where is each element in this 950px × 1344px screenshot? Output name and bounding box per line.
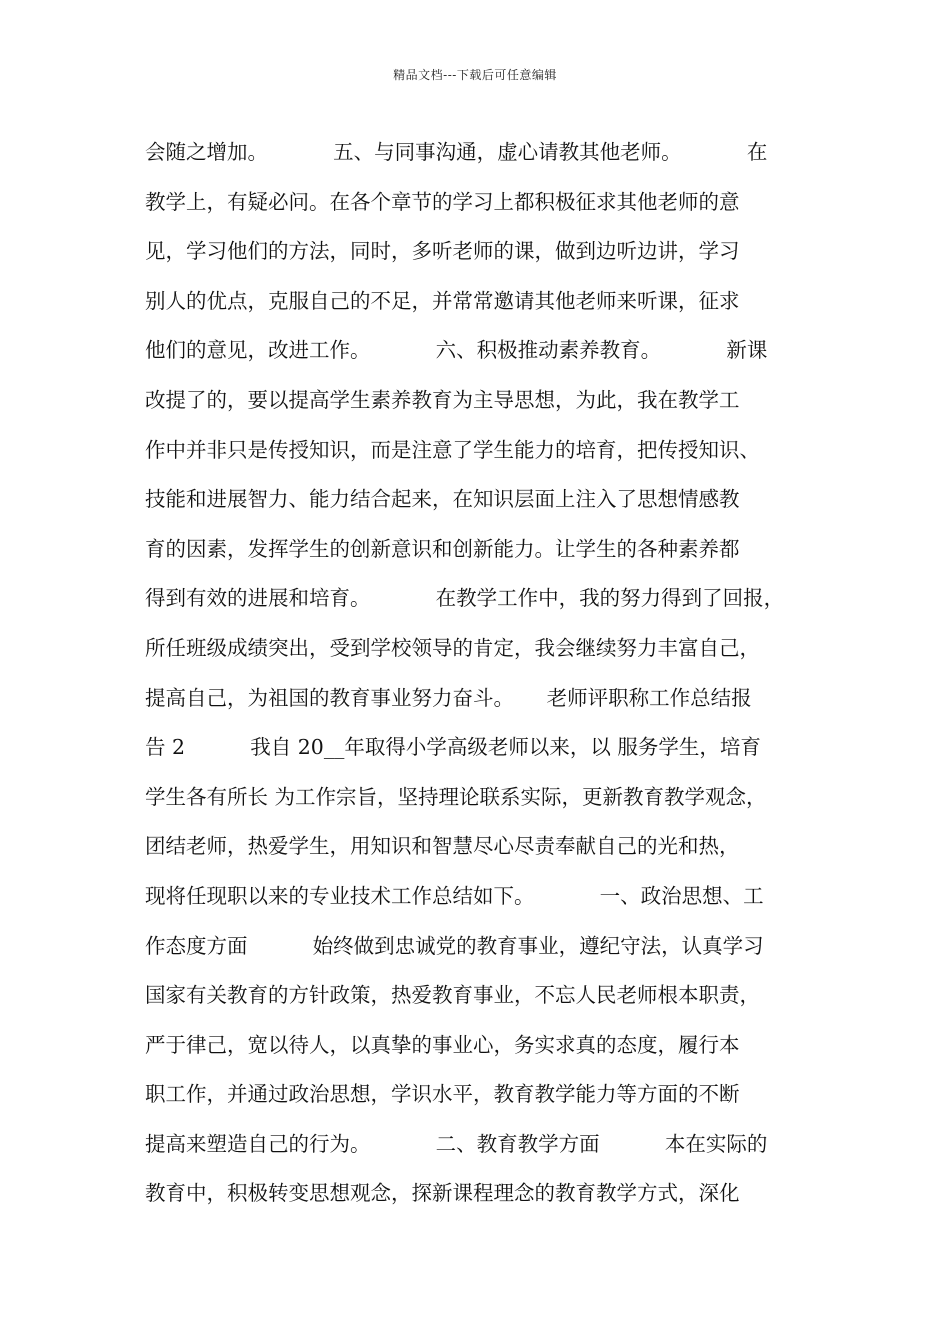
text-line: 技能和进展智力、能力结合起来，在知识层面上注入了思想情感教 — [145, 487, 740, 512]
text-line: 会随之增加。 五、与同事沟通，虚心请教其他老师。 在 — [145, 140, 768, 164]
text-line: 他们的意见，改进工作。 六、积极推动素养教育。 新课 — [145, 338, 768, 363]
page-header: 精品文档---下载后可任意编辑 — [393, 68, 557, 82]
text-line: 所任班级成绩突出，受到学校领导的肯定，我会继续努力丰富自己， — [145, 635, 760, 660]
text-line: 改提了的，要以提高学生素养教育为主导思想，为此，我在教学工 — [145, 387, 740, 412]
text-line: 育的因素，发挥学生的创新意识和创新能力。让学生的各种素养都 — [145, 536, 740, 561]
text-line: 提高自己，为祖国的教育事业努力奋斗。 老师评职称工作总结报 — [145, 685, 752, 710]
text-line: 得到有效的进展和培育。 在教学工作中，我的努力得到了回报， — [145, 586, 785, 611]
text-line: 职工作，并通过政治思想，学识水平，教育教学能力等方面的不断 — [145, 1082, 740, 1107]
text-line: 教学上，有疑必问。在各个章节的学习上都积极征求其他老师的意 — [145, 189, 740, 214]
text-line: 教育中，积极转变思想观念，探新课程理念的教育教学方式，深化 — [145, 1181, 740, 1206]
text-line: 别人的优点，克服自己的不足，并常常邀请其他老师来听课，征求 — [145, 288, 740, 313]
text-line: 告 2 我自 20__年取得小学高级老师以来，以 服务学生，培育 — [145, 735, 761, 760]
text-line: 现将任现职以来的专业技术工作总结如下。 一、政治思想、工 — [145, 883, 764, 908]
text-line: 国家有关教育的方针政策，热爱教育事业，不忘人民老师根本职责， — [145, 983, 760, 1008]
text-line: 见，学习他们的方法，同时，多听老师的课，做到边听边讲，学习 — [145, 239, 740, 264]
text-line: 团结老师，热爱学生，用知识和智慧尽心尽责奉献自己的光和热， — [145, 834, 740, 859]
text-line: 严于律己，宽以待人，以真挚的事业心，务实求真的态度，履行本 — [145, 1032, 740, 1057]
text-line: 作中并非只是传授知识，而是注意了学生能力的培育，把传授知识、 — [145, 437, 760, 462]
document-body — [145, 130, 825, 1221]
text-line: 作态度方面 始终做到忠诚党的教育事业，遵纪守法，认真学习 — [145, 933, 764, 958]
text-line: 学生各有所长 为工作宗旨，坚持理论联系实际，更新教育教学观念， — [145, 784, 767, 809]
text-line: 提高来塑造自己的行为。 二、教育教学方面 本在实际的 — [145, 1131, 768, 1156]
